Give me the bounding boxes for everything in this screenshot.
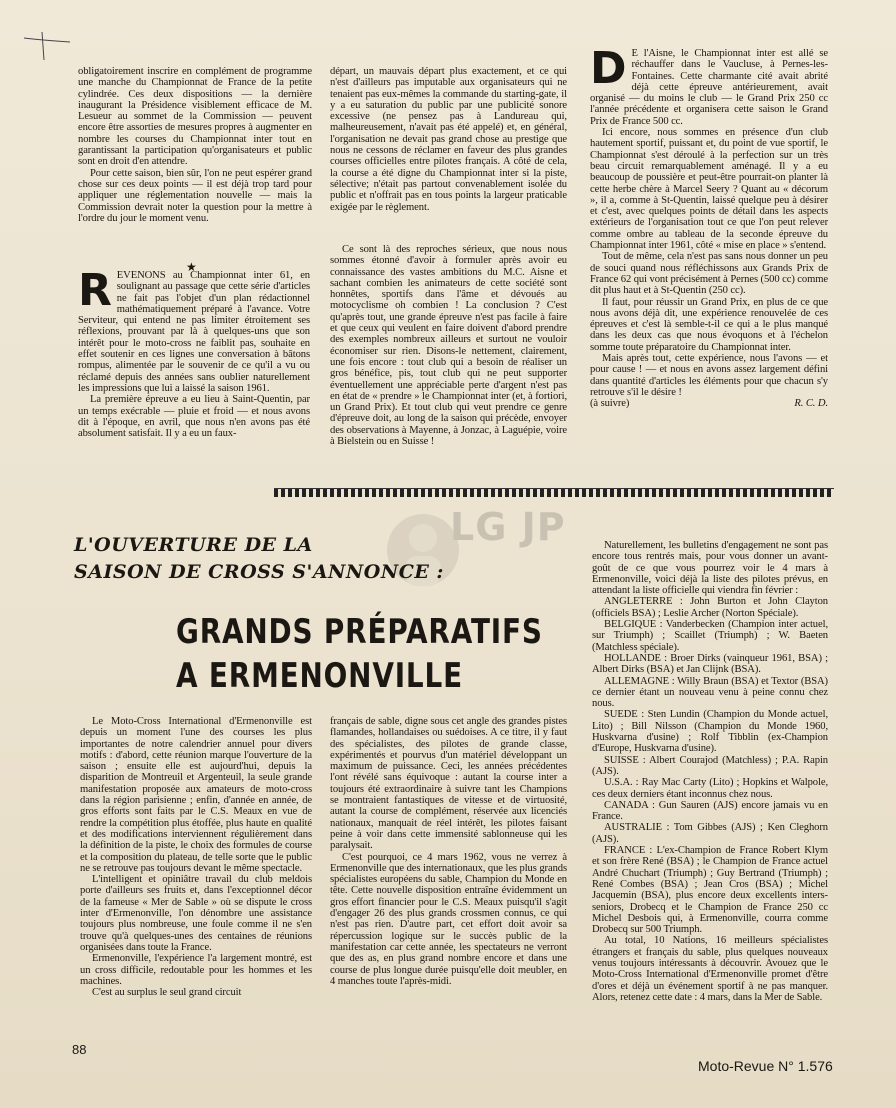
col8-para: ALLEMAGNE : Willy Braun (BSA) et Textor (BSA) ce dernier étant un nouveau venu à peine connu chez nous. bbox=[592, 675, 828, 710]
col3-para: Mais après tout, cette expérience, nous l'avons — et pour cause ! — et nous en avons assez largement défini dans quantité d'articles les éléments pour que chacun s'y retrouve s'il le désire ! bbox=[590, 353, 828, 398]
col3-para: Ici encore, nous sommes en présence d'un club hautement sportif, puissant et, du point de vue sportif, le Championnat s'est déroulé à la perfection sur un très beau circuit remarquablement aménagé. Il y a eu beaucoup de poussière et peut-être pourrait-on planter là cette herbe chère à Marcel Seery ? Quant au « décorum », il a, comme à St-Quentin, laissé quelque peu à désirer et c'est, avec quelques points de détail dans les aspects extérieurs de l'organisation tout ce que l'on peut relever comme ombre au tableau de la seconde épreuve du Championnat inter 1961, côté « mise en place » s'entend. bbox=[590, 127, 828, 252]
col8-para: HOLLANDE : Broer Dirks (vainqueur 1961, BSA) ; Albert Dirks (BSA) et Jan Clijnk (BSA). bbox=[592, 652, 828, 676]
article-headline bbox=[176, 610, 543, 698]
col4-para: La première épreuve a eu lieu à Saint-Quentin, par un temps exécrable — pluie et froid — et nous avons dit à l'époque, en avril, que nous n'en avons pas été absolument satisfait. Il y a eu un faux- bbox=[78, 394, 310, 440]
signature: R. C. D. bbox=[794, 398, 828, 410]
a-suivre: (à suivre) bbox=[590, 398, 630, 410]
col6-para: C'est au surplus le seul grand circuit bbox=[92, 987, 242, 999]
col6-para: L'intelligent et opiniâtre travail du club meldois porte d'ailleurs ses fruits et, dans l'exceptionnel décor de la fameuse « Mer de Sable » où se dispute le cross inter d'Ermenonville, l'on dénombre une assistance toujours plus nombreuse, une foule comme il ne s'en trouve qu'à quelques-unes des centaines de réunions organisées dans toute la France. bbox=[80, 874, 312, 953]
column-5 bbox=[330, 244, 567, 476]
kicker-line: L'OUVERTURE DE LA bbox=[74, 534, 313, 556]
star-ornament-icon: ★ bbox=[186, 260, 197, 274]
column-6 bbox=[80, 716, 312, 1034]
col3-para: Tout de même, cela n'est pas sans nous donner un peu de souci quand nous réfléchissons aux Grands Prix de France 62 qui vont précisément à Pernes (500 cc) comme dit plus haut et à St-Quentin (250 cc). bbox=[590, 251, 828, 297]
col1-para: Pour cette saison, bien sûr, l'on ne peut espérer grand chose sur ces deux points — il est déjà trop tard pour appliquer une réglementation nouvelle — mais la Commission devrait noter la question pour la mettre à l'ordre du jour le moment venu. bbox=[78, 167, 312, 224]
col8-para: FRANCE : L'ex-Champion de France Robert Klym et son frère René (BSA) ; le Champion de France actuel André Chuchart (Triumph) ; Guy Bertrand (Triumph) ; René Combes (BSA) ; Jean Cros (BSA) ; Michel Jacquemin (BSA), plus encore deux excellents inters-seniors, Drobecq et le Champion de France 250 cc Michel Desbois qui, à Ermenonville, courra comme Drobecq sur 500 Triumph. bbox=[592, 845, 828, 936]
col1-para: obligatoirement inscrire en complément de programme une manche du Championnat de France de la petite cylindrée. Ces deux dispositions — la dernière inaugurant la Présidence visiblement efficace de M. Lesueur au sommet de la Commission — peuvent encore être assorties de mesures propres à augmenter en nombre les courses du Championnat inter tout en garantissant la participation qu'organisateurs et public sont en droit d'en attendre. bbox=[78, 66, 312, 168]
watermark-logo-text: LG JP bbox=[450, 505, 566, 549]
col8-para: BELGIQUE : Vanderbecken (Champion inter actuel, sur Triumph) ; Scaillet (Triumph) ; W. Baeten (Matchless spéciale). bbox=[592, 619, 828, 653]
headline-line: A ERMENONVILLE bbox=[176, 656, 463, 696]
dropcap-r: R bbox=[78, 270, 112, 316]
col8-para: U.S.A. : Ray Mac Carty (Lito) ; Hopkins et Walpole, ces deux derniers étant inconnus chez nous. bbox=[592, 777, 828, 800]
decorative-rule bbox=[274, 488, 834, 497]
column-8 bbox=[592, 540, 828, 1040]
col8-para: AUSTRALIE : Tom Gibbes (AJS) ; Ken Cleghorn (AJS). bbox=[592, 822, 828, 845]
kicker-line: SAISON DE CROSS S'ANNONCE : bbox=[74, 561, 444, 583]
column-4 bbox=[78, 270, 310, 475]
headline-line: GRANDS PRÉPARATIFS bbox=[176, 612, 543, 652]
magazine-footer: Moto-Revue N° 1.576 bbox=[698, 1058, 833, 1074]
page-number: 88 bbox=[72, 1042, 87, 1057]
column-3 bbox=[590, 48, 828, 468]
col8-para: SUEDE : Sten Lundin (Champion du Monde actuel, Lito) ; Bill Nilsson (Champion du Monde 1960, Huskvarna d'usine) ; Rolf Tibblin (ex-Champion d'Europe, Huskvarna d'usine). bbox=[592, 709, 828, 755]
col3-lead: E l'Aisne, le Championnat inter est allé se réchauffer dans le Vaucluse, à Pernes-les-Fontaines. Cette charmante cité avait abrité déjà cette épreuve antérieurement, avait organisé — du moins le club — le Grand Prix 250 cc l'année précédente et organisera cette saison le Grand Prix de France 500 cc. bbox=[590, 48, 828, 127]
col4-lead: EVENONS au Championnat inter 61, en soulignant au passage que cette série d'articles ne fait pas l'objet d'un plan rédactionnel mathématiquement préparé à l'avance. Votre Serviteur, qui entend ne pas limiter étroitement ses réflexions, prouvant par là à quelques-uns que son intérêt pour le moto-cross ne faiblit pas, souhaite en effet soutenir en ces lignes une conversation à bâtons rompus, alimentée par le souvenir de ce qu'il a vu ou réclamé depuis des années sans oublier naturellement les impressions que lui a laissé la saison 1961. bbox=[78, 270, 310, 394]
column-1 bbox=[78, 66, 312, 254]
col8-para: ANGLETERRE : John Burton et John Clayton (officiels BSA) ; Leslie Archer (Norton Spéciale). bbox=[592, 596, 828, 619]
column-7 bbox=[330, 716, 567, 1034]
col7-para: français de sable, digne sous cet angle des grandes pistes flamandes, hollandaises ou suédoises. A ce titre, il y faut des spécialistes, des pilotes de grande classe, expérimentés et pourvus d'un matériel développant un maximum de puissance. Ceci, les années précédentes l'ont révélé sans équivoque : autant la course inter a toujours été extraordinaire à suivre tant les Champions se montraient fantastiques de vitesse et de virtuosité, autant la course de complément, réservée aux licenciés nationaux, manquait de réel intérêt, les pilotes faisant peine à voir dans cette immensité sablonneuse qui les paralysait. bbox=[330, 716, 567, 852]
col7-para: C'est pourquoi, ce 4 mars 1962, vous ne verrez à Ermenonville que des internationaux, que les plus grands spécialistes européens du sable, Champion du Monde en tête. Cette nouvelle disposition entraîne évidemment un gros effort financier pour le C.S. Meaux puisqu'il s'agit d'engager 26 des plus grands crossmen connus, ce qui n'est pas rien. D'autre part, cet effort doit avoir sa répercussion logique sur le succès public de la manifestation car cette année, les spectateurs ne verront que des as, en plus grand nombre encore et dans une course de plus longue durée puisqu'elle doit meubler, en 4 manches toute l'après-midi. bbox=[330, 851, 567, 987]
col6-para: Le Moto-Cross International d'Ermenonville est depuis un moment l'une des courses les plus importantes de notre calendrier annuel pour divers motifs : d'abord, cette réunion marque l'ouverture de la saison ; ensuite elle est aujourd'hui, depuis la disparition de Montreuil et Argenteuil, la seule grande manifestation proposée aux amateurs de moto-cross dans la région parisienne ; enfin, d'année en année, de gros efforts sont faits par le C.S. Meaux en vue de rendre la compétition plus étoffée, plus haute en qualité et des modifications interviennent régulièrement dans la définition de la piste, le choix des formules de course et la composition du plateau, de telle sorte que le public ne se retrouve pas toujours devant le même spectacle. bbox=[80, 716, 312, 874]
col5-para: Ce sont là des reproches sérieux, que nous nous sommes étonné d'avoir à formuler après avoir eu connaissance des vastes ambitions du M.C. Aisne et sachant combien les animateurs de cette société sont honnêtes, sportifs dans l'âme et dévoués au motocyclisme oh combien ! La conclusion ? C'est qu'après tout, une grande épreuve n'est pas facile à faire et que ceux qui veulent en faire doivent d'abord prendre des exemples nombreux ailleurs et surtout ne vouloir économiser sur rien. Disons-le nettement, clairement, une fois encore : tout club qui a besoin de réaliser un gros bénéfice, pis, tout club qui ne peut supporter éventuellement une appréciable perte d'argent n'est pas en état de « prendre » le Championnat inter (et, à fortiori, un Grand Prix). Et tout club qui veut prendre ce genre d'épreuve doit, au long de la saison qui précède, envoyer des observations à Mayenne, à Jonzac, à Laguépie, voire à Bielstein ou en Suisse ! bbox=[330, 244, 567, 448]
pen-mark-icon bbox=[20, 30, 80, 70]
col8-para: CANADA : Gun Sauren (AJS) encore jamais vu en France. bbox=[592, 799, 828, 823]
article-kicker bbox=[74, 532, 484, 586]
col8-para: Naturellement, les bulletins d'engagement ne sont pas encore tous rentrés mais, pour vous donner un avant-goût de ce que vous pourrez voir le 4 mars à Ermenonville, voici déjà la liste des pilotes prévus, en attendant la liste officielle qui viendra fin février : bbox=[592, 540, 828, 597]
col8-para: SUISSE : Albert Courajod (Matchless) ; P.A. Rapin (AJS). bbox=[592, 754, 828, 777]
col8-para: Au total, 10 Nations, 16 meilleurs spécialistes étrangers et français du sable, plus quelques nouveaux venus toujours intéressants à découvrir. Avouez que le Moto-Cross International d'Ermenonville promet d'être d'ores et déjà un événement sportif à ne pas manquer. Alors, retenez cette date : 4 mars, dans la Mer de Sable. bbox=[592, 935, 828, 1003]
col6-para: Ermenonville, l'expérience l'a largement montré, est un cross difficile, redoutable pour les hommes et les machines. bbox=[80, 953, 312, 987]
column-2 bbox=[330, 66, 567, 230]
col3-para: Il faut, pour réussir un Grand Prix, en plus de ce que nous avons déjà dit, une expérience renouvelée de ces épreuves et c'est là semble-t-il ce qui a le plus manqué dans les deux cas que nous évoquons et à l'échelon somme toute préparatoire du Championnat inter. bbox=[590, 296, 828, 353]
dropcap-d: D bbox=[590, 48, 627, 94]
col2-para: départ, un mauvais départ plus exactement, et ce qui n'est d'ailleurs pas imputable aux organisateurs qui ne tenaient pas eux-mêmes la commande du starting-gate, il y a eu saturation du public par une publicité sonore excessive (ne pensez pas à Landureau qui, malheureusement, n'avait pas été appelé) et, en général, l'organisation ne devait pas grand chose au prestige que nous ne cessons de réclamer en faveur des plus grandes courses officielles entre pilotes français. A côté de cela, la course a été digne du Championnat inter si la piste, sélective; n'était pas partout convenablement isolée du public et n'offrait pas en tous points la largeur praticable exigée par le règlement. bbox=[330, 66, 567, 213]
